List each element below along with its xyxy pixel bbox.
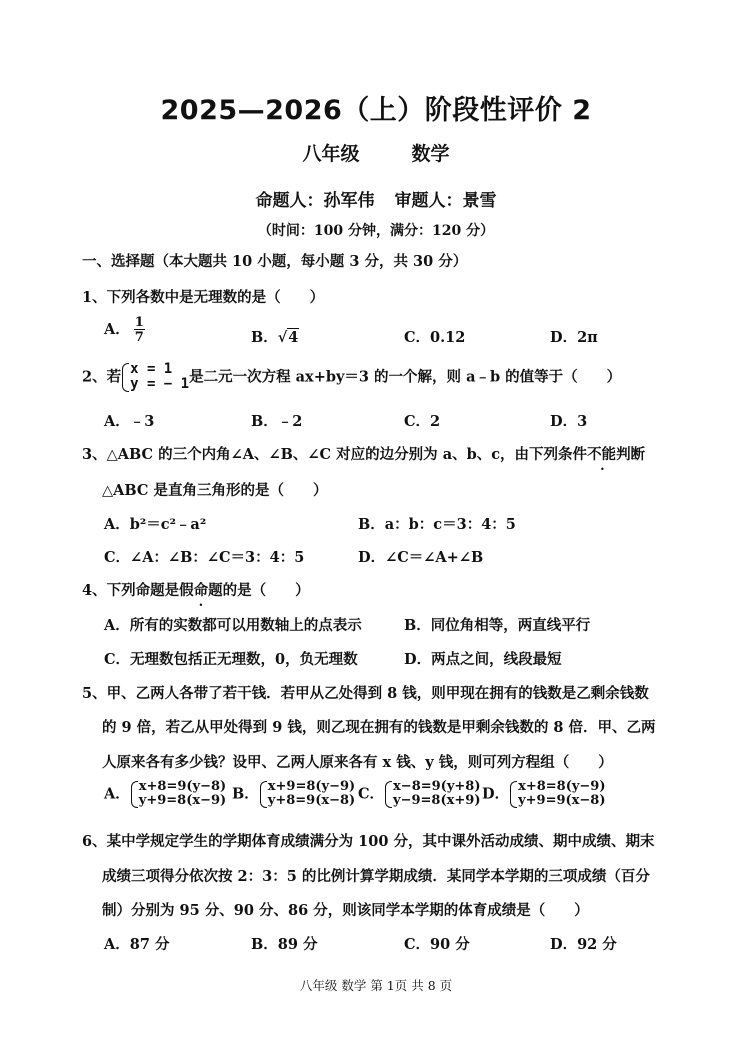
timing-note: （时间：100 分钟，满分：120 分） [257,223,495,239]
q5-option-b [232,780,355,809]
q5-option-c [358,780,480,809]
system-line-2: y+9=9(x−8) [518,793,606,809]
q4-option-c: C．无理数包括正无理数，0，负无理数 [104,651,358,668]
q4-option-a: A．所有的实数都可以用数轴上的点表示 [104,617,362,634]
q4-option-d: D．两点之间，线段最短 [404,651,562,668]
q5-option-d [482,780,606,809]
fraction-numerator: 1 [134,315,144,330]
system-line-1: x+8=8(y−9) [518,779,606,794]
q1-option-c: C．0.12 [404,329,466,346]
question-3-stem-line-1 [82,443,645,464]
authors-line [0,186,752,211]
radical-sign: √ [277,329,288,346]
q5-option-c-label: C． [358,785,385,803]
q6-option-c: C．90 分 [404,936,470,953]
system-line-1: x+8=9(y−8) [138,779,227,794]
system-line-1: x = 1 [130,361,173,377]
question-2-stem [82,362,621,393]
q1-option-b [251,326,299,347]
question-3-stem-line-2: △ABC 是直角三角形的是（ ） [102,482,328,499]
system-line-1: x+9=8(y−9) [267,779,356,794]
reviewer-label: 审题人：景雪 [394,191,497,211]
q1-option-d: D．2π [550,329,598,346]
question-5-line-3: 人原来各有多少钱？设甲、乙两人原来各有 x 钱、y 钱，则可列方程组（ ） [102,754,613,771]
section-heading: 一、选择题（本大题共 10 小题，每小题 3 分，共 30 分） [82,253,468,270]
grade-subject-line [0,139,752,166]
equation-system [509,780,605,809]
q2-option-c: C．2 [404,413,441,430]
question-5-line-1: 5、甲、乙两人各带了若干钱．若甲从乙处得到 8 钱，则甲现在拥有的钱数是乙剩余钱数 [82,685,649,702]
system-line-2: y = − 1 [130,376,190,393]
radicand: 4 [288,329,299,346]
q3-stem-pre: 3、△ABC 的三个内角∠A、∠B、∠C 对应的边分别为 a、b、c，由下列条件 [82,446,588,463]
q5-option-a-label: A． [104,785,130,803]
q2-option-d: D．3 [550,413,588,430]
q5-option-a [104,780,226,809]
question-1-stem: 1、下列各数中是无理数的是（ ） [82,289,325,306]
q6-option-b: B．89 分 [251,936,318,953]
fraction-denominator: 7 [134,330,144,345]
q2-option-a: A．﹣3 [104,413,155,430]
system-line-2: y+9=8(x−9) [138,793,227,809]
square-root [278,329,300,346]
question-6-line-1: 6、某中学规定学生的学期体育成绩满分为 100 分，其中课外活动成绩、期中成绩、期末 [82,833,655,850]
subject-label: 数学 [411,143,450,165]
question-6-line-2: 成绩三项得分依次按 2：3：5 的比例计算学期成绩．某同学本学期的三项成绩（百分 [102,868,650,885]
q1-option-b-label: B． [251,329,278,346]
q4-stem-post: 的是（ ） [222,582,310,599]
question-4-stem [82,579,310,600]
q6-option-d: D．92 分 [550,936,617,953]
system-line-2: y+8=9(x−8) [267,793,356,809]
q1-option-a-label: A． [104,321,130,338]
q3-stem-post: 判断 [616,446,646,463]
exam-title: 2025—2026（上）阶段性评价 2 [160,95,592,126]
question-6-line-3: 制）分别为 95 分、90 分、86 分，则该同学本学期的体育成绩是（ ） [102,902,589,919]
q4-emphasis: 假命题 [179,582,223,599]
equation-system [384,780,480,809]
system-line-1: x−8=9(y+8) [393,779,481,794]
equation-system [130,780,226,809]
equation-system [121,362,189,393]
q2-prefix: 2、若 [82,368,122,386]
page-footer: 八年级 数学 第 1页 共 8 页 [299,978,453,993]
q3-option-b: B．a：b：c＝3：4：5 [358,516,516,533]
fraction [134,316,145,344]
q1-option-a [104,316,145,344]
q3-option-a: A．b²＝c²﹣a² [104,516,207,533]
system-line-2: y−9=8(x+9) [393,793,481,809]
q3-emphasis: 不能 [587,446,617,463]
q4-option-b: B．同位角相等，两直线平行 [404,617,591,634]
q5-option-d-label: D． [482,785,510,803]
q2-option-b: B．﹣2 [251,413,303,430]
grade-label: 八年级 [302,143,360,165]
q6-option-a: A．87 分 [104,936,170,953]
q5-option-b-label: B． [232,785,259,803]
question-5-line-2: 的 9 倍，若乙从甲处得到 9 钱，则乙现在拥有的钱数是甲剩余钱数的 8 倍．甲、乙两 [102,719,656,736]
equation-system [259,780,355,809]
q4-stem-pre: 4、下列命题是 [82,582,180,599]
q3-option-c: C．∠A：∠B：∠C＝3：4：5 [104,549,305,566]
q2-rest: 是二元一次方程 ax+by＝3 的一个解，则 a﹣b 的值等于（ ） [189,368,622,386]
q3-option-d: D．∠C＝∠A+∠B [358,549,484,566]
setter-label: 命题人：孙军伟 [255,191,375,211]
